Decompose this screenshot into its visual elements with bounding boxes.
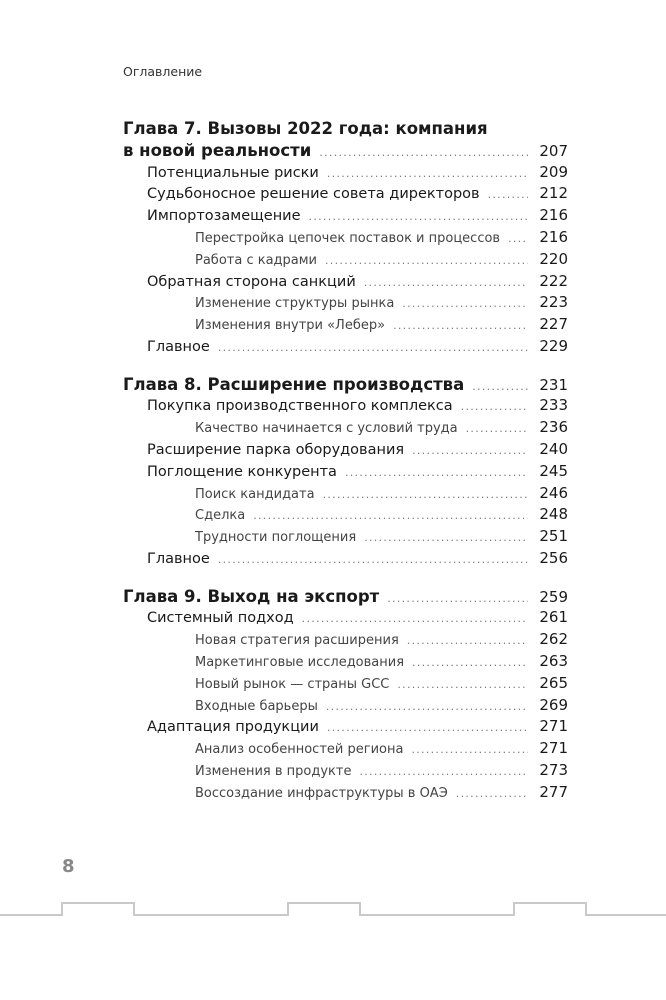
entry-title: Анализ особенностей региона xyxy=(195,742,404,758)
toc-entry[interactable] xyxy=(123,607,568,629)
page-number: 220 xyxy=(539,249,568,268)
leader-dots xyxy=(327,163,528,185)
entry-title: Изменения внутри «Лебер» xyxy=(195,318,386,334)
page-number: 240 xyxy=(539,439,568,458)
entry-title: Работа с кадрами xyxy=(195,252,318,268)
leader-dots xyxy=(466,418,528,440)
page-number: 248 xyxy=(539,505,568,524)
page-number: 227 xyxy=(539,315,568,334)
entry-title: Потенциальные риски xyxy=(147,164,319,181)
page-number: 216 xyxy=(539,227,568,246)
entry-title: Главное xyxy=(147,550,210,567)
entry-title: Судьбоносное решение совета директоров xyxy=(147,186,480,203)
leader-dots xyxy=(472,376,528,398)
toc-entry[interactable] xyxy=(123,716,568,738)
running-header: Оглавление xyxy=(123,64,203,79)
toc-subentry[interactable] xyxy=(123,249,568,271)
leader-dots xyxy=(359,761,528,783)
chapter-title: Глава 7. Вызовы 2022 года: компания xyxy=(123,119,488,138)
page-number: 263 xyxy=(539,651,568,670)
entry-title: Качество начинается с условий труда xyxy=(195,421,458,437)
leader-dots xyxy=(508,228,528,250)
page-number: 216 xyxy=(539,206,568,225)
chapter-title: Глава 8. Расширение производства xyxy=(123,374,465,394)
leader-dots xyxy=(412,440,528,462)
chapter-title-row[interactable] xyxy=(123,140,568,162)
entry-title: Поглощение конкурента xyxy=(147,463,337,480)
chapter-spacer xyxy=(123,570,568,586)
page-number: 209 xyxy=(539,162,568,181)
leader-dots xyxy=(302,608,528,630)
leader-dots xyxy=(326,696,528,718)
entry-title: Расширение парка оборудования xyxy=(147,441,405,458)
toc-entry[interactable] xyxy=(123,439,568,461)
leader-dots xyxy=(387,588,528,610)
toc-subentry[interactable] xyxy=(123,314,568,336)
entry-title: Новый рынок — страны GCC xyxy=(195,676,390,692)
chapter-title-row[interactable] xyxy=(123,586,568,608)
page-number: 229 xyxy=(539,336,568,355)
toc-subentry[interactable] xyxy=(123,673,568,695)
toc-entry[interactable] xyxy=(123,271,568,293)
leader-dots xyxy=(412,652,528,674)
leader-dots xyxy=(397,674,528,696)
chapter-9 xyxy=(123,586,568,804)
page-number: 251 xyxy=(539,527,568,546)
page-number: 236 xyxy=(539,418,568,437)
footer-step-line xyxy=(0,903,666,915)
chapter-title-row[interactable] xyxy=(123,374,568,396)
entry-title: Изменение структуры рынка xyxy=(195,296,395,312)
toc-subentry[interactable] xyxy=(123,227,568,249)
folio-page-number: 8 xyxy=(62,856,75,877)
leader-dots xyxy=(411,739,528,761)
toc-subentry[interactable] xyxy=(123,526,568,548)
toc-subentry[interactable] xyxy=(123,651,568,673)
leader-dots xyxy=(319,142,528,164)
entry-title: Воссоздание инфраструктуры в ОАЭ xyxy=(195,785,448,801)
chapter-title: Глава 9. Выход на экспорт xyxy=(123,586,380,606)
page-number: 233 xyxy=(539,396,568,415)
page-number: 207 xyxy=(539,141,568,160)
entry-title: Адаптация продукции xyxy=(147,719,319,736)
page-number: 245 xyxy=(539,461,568,480)
leader-dots xyxy=(488,184,528,206)
chapter-spacer xyxy=(123,358,568,374)
page-number: 265 xyxy=(539,673,568,692)
entry-title: Покупка производственного комплекса xyxy=(147,398,453,415)
entry-title: Изменения в продукте xyxy=(195,763,352,779)
toc-entry[interactable] xyxy=(123,461,568,483)
page-number: 271 xyxy=(539,739,568,758)
entry-title: Входные барьеры xyxy=(195,698,318,714)
footer-decoration xyxy=(0,895,666,935)
entry-title: Трудности поглощения xyxy=(195,530,357,546)
toc-subentry[interactable] xyxy=(123,504,568,526)
leader-dots xyxy=(218,337,528,359)
toc-entry[interactable] xyxy=(123,395,568,417)
entry-title: Импортозамещение xyxy=(147,208,301,225)
leader-dots xyxy=(345,462,528,484)
page-number: 212 xyxy=(539,184,568,203)
toc-subentry[interactable] xyxy=(123,292,568,314)
entry-title: Перестройка цепочек поставок и процессов xyxy=(195,230,501,246)
toc-entry[interactable] xyxy=(123,336,568,358)
leader-dots xyxy=(461,396,528,418)
entry-title: Обратная сторона санкций xyxy=(147,273,356,290)
chapter-8 xyxy=(123,374,568,570)
entry-title: Новая стратегия расширения xyxy=(195,633,399,649)
page-number: 231 xyxy=(539,375,568,394)
page-number: 259 xyxy=(539,587,568,606)
table-of-contents xyxy=(123,118,568,804)
toc-subentry[interactable] xyxy=(123,629,568,651)
leader-dots xyxy=(325,250,528,272)
toc-subentry[interactable] xyxy=(123,738,568,760)
toc-entry[interactable] xyxy=(123,548,568,570)
leader-dots xyxy=(323,484,528,506)
page-number: 273 xyxy=(539,760,568,779)
leader-dots xyxy=(253,505,528,527)
toc-subentry[interactable] xyxy=(123,760,568,782)
leader-dots xyxy=(402,293,528,315)
leader-dots xyxy=(364,272,528,294)
page-number: 261 xyxy=(539,608,568,627)
toc-subentry[interactable] xyxy=(123,417,568,439)
leader-dots xyxy=(393,315,528,337)
toc-subentry[interactable] xyxy=(123,782,568,804)
page-number: 262 xyxy=(539,630,568,649)
leader-dots xyxy=(327,717,528,739)
leader-dots xyxy=(407,630,528,652)
leader-dots xyxy=(456,783,528,805)
leader-dots xyxy=(218,549,528,571)
leader-dots xyxy=(364,527,528,549)
toc-subentry[interactable] xyxy=(123,695,568,717)
entry-title: Главное xyxy=(147,338,210,355)
toc-entry[interactable] xyxy=(123,183,568,205)
entry-title: Маркетинговые исследования xyxy=(195,654,405,670)
entry-title: Системный подход xyxy=(147,610,294,627)
page-number: 271 xyxy=(539,717,568,736)
leader-dots xyxy=(309,206,528,228)
page-number: 269 xyxy=(539,695,568,714)
entry-title: Поиск кандидата xyxy=(195,486,315,502)
chapter-7 xyxy=(123,118,568,358)
page-number: 223 xyxy=(539,293,568,312)
entry-title: Сделка xyxy=(195,508,246,524)
toc-entry[interactable] xyxy=(123,205,568,227)
chapter-title: в новой реальности xyxy=(123,140,312,160)
toc-entry[interactable] xyxy=(123,162,568,184)
page-number: 246 xyxy=(539,483,568,502)
toc-subentry[interactable] xyxy=(123,483,568,505)
page-number: 222 xyxy=(539,271,568,290)
page-number: 256 xyxy=(539,548,568,567)
page-number: 277 xyxy=(539,782,568,801)
